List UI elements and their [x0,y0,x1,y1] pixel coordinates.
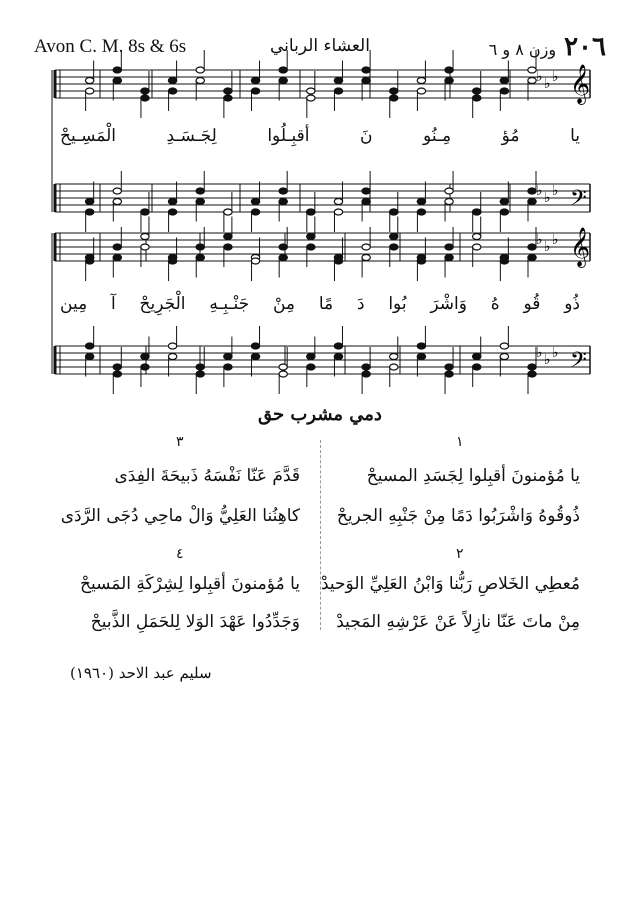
note-head [500,343,508,349]
note-head [417,209,425,215]
note-head [279,188,287,194]
note-head [362,188,370,194]
verse-2-line-1: مُعطِي الخَلاصِ رَبُّنا وَابْنُ العَلِيِّ الوَحيدْ [320,574,580,594]
note-head [473,364,481,370]
note-head [417,78,425,84]
note-head [113,255,121,261]
note-head [334,88,342,94]
note-head [417,199,425,205]
verse-number-3: ٣ [176,434,184,450]
note-head [85,354,93,360]
note-head [224,354,232,360]
flat-sign-icon: ♭ [544,76,551,92]
note-head [362,199,370,205]
note-head [141,364,149,370]
note-head [528,67,536,73]
note-head [445,255,453,261]
note-head [362,255,370,261]
note-head [85,258,93,264]
treble-clef-icon: 𝄞 [570,227,591,268]
note-head [279,255,287,261]
note-head [500,78,508,84]
note-head [224,364,232,370]
note-head [390,209,398,215]
note-head [500,354,508,360]
note-head [251,258,259,264]
note-head [500,199,508,205]
note-head [168,343,176,349]
note-head [141,354,149,360]
note-head [196,364,204,370]
note-head [528,364,536,370]
note-head [528,244,536,250]
note-head [307,95,315,101]
bass-clef-icon: 𝄢 [570,186,587,217]
note-head [224,209,232,215]
note-head [390,354,398,360]
verse-1-line-1: يا مُؤمنونَ أقبِلوا لِجَسَدِ المسيحْ [366,466,580,486]
note-head [528,78,536,84]
note-head [307,244,315,250]
note-head [141,209,149,215]
note-head [307,88,315,94]
note-head [334,78,342,84]
note-head [168,258,176,264]
tune-name: Avon C. M. 8s & 6s [34,36,187,57]
section-title: العشاء الرباني [270,36,370,56]
note-head [196,78,204,84]
flat-sign-icon: ♭ [552,345,559,361]
note-head [141,244,149,250]
note-head [445,364,453,370]
note-head [196,199,204,205]
note-head [279,78,287,84]
note-head [390,244,398,250]
note-head [113,67,121,73]
note-head [85,199,93,205]
note-head [113,371,121,377]
note-head [168,354,176,360]
note-head [417,354,425,360]
note-head [224,88,232,94]
note-head [251,354,259,360]
note-head [362,364,370,370]
note-head [168,209,176,215]
note-head [528,255,536,261]
note-head [196,371,204,377]
flat-sign-icon: ♭ [552,232,559,248]
note-head [113,188,121,194]
note-head [445,199,453,205]
note-head [528,188,536,194]
note-head [528,199,536,205]
note-head [417,88,425,94]
note-head [113,244,121,250]
note-head [85,209,93,215]
column-divider [320,440,321,630]
note-head [473,354,481,360]
note-head [334,258,342,264]
note-head [307,364,315,370]
note-head [445,371,453,377]
note-head [251,199,259,205]
flat-sign-icon: ♭ [536,183,543,199]
flat-sign-icon: ♭ [536,69,543,85]
verse-4-line-1: يا مُؤمنونَ أقبِلوا لِشِرْكَةِ المَسيحْ [80,574,300,594]
note-head [279,244,287,250]
note-head [445,67,453,73]
verse-1-line-2: ذُوقُوهُ وَاشْرَبُوا دَمًا مِنْ جَنْبِهِ الجريحْ [336,506,580,526]
author-credit: سليم عبد الاحد (١٩٦٠) [70,664,212,682]
page-number: ٢٠٦ [564,32,606,62]
note-head [85,343,93,349]
note-head [168,199,176,205]
note-head [473,95,481,101]
hymn-score [0,0,640,400]
note-head [390,364,398,370]
note-head [251,78,259,84]
note-head [334,199,342,205]
note-head [390,88,398,94]
note-head [279,364,287,370]
note-head [168,88,176,94]
note-head [224,244,232,250]
note-head [251,88,259,94]
note-head [307,234,315,240]
note-head [224,234,232,240]
verse-number-4: ٤ [176,546,184,562]
note-head [168,78,176,84]
note-head [141,234,149,240]
flat-sign-icon: ♭ [536,232,543,248]
note-head [362,371,370,377]
note-head [334,343,342,349]
note-head [279,67,287,73]
note-head [113,199,121,205]
note-head [85,78,93,84]
verse-number-2: ٢ [456,546,464,562]
note-head [417,258,425,264]
flat-sign-icon: ♭ [544,352,551,368]
note-head [473,88,481,94]
note-head [279,371,287,377]
flat-sign-icon: ♭ [552,69,559,85]
verse-number-1: ١ [456,434,464,450]
note-head [500,209,508,215]
note-head [473,244,481,250]
lyrics-line-2: ذُو قُو هُ وَاشْرَ بُوا دَ مًا مِنْ جَنْـبِـهِ الْجَرِيحْ آ مِين [60,294,580,314]
note-head [500,88,508,94]
note-head [224,95,232,101]
verse-4-line-2: وَجَدِّدُوا عَهْدَ الوَلا لِلحَمَلِ الذَّبيحْ [90,612,300,632]
note-head [307,354,315,360]
note-head [196,188,204,194]
meter-label: وزن ٨ و ٦ [488,40,557,59]
note-head [307,209,315,215]
verse-3-line-1: قَدَّمَ عَنّا نَفْسَهُ ذَبيحَةَ الفِدَى [114,466,300,486]
note-head [473,209,481,215]
note-head [528,371,536,377]
note-head [362,244,370,250]
lyrics-line-1: يا مُؤ مِـنُو نَ أقبِـلُوا لِجَـسَـدِ الْمَسِـيحْ [60,126,580,146]
note-head [334,209,342,215]
note-head [445,188,453,194]
flat-sign-icon: ♭ [544,239,551,255]
note-head [141,95,149,101]
flat-sign-icon: ♭ [536,345,543,361]
note-head [417,343,425,349]
note-head [196,67,204,73]
note-head [141,88,149,94]
hymn-title: دمي مشرب حق [258,404,382,425]
note-head [500,258,508,264]
note-head [113,364,121,370]
flat-sign-icon: ♭ [544,190,551,206]
note-head [445,244,453,250]
bass-clef-icon: 𝄢 [570,348,587,379]
note-head [196,244,204,250]
verse-3-line-2: كاهِنُنا العَلِيُّ وَالْ ماحِي دُجَى الرَّدَى [60,506,300,526]
note-head [279,199,287,205]
note-head [473,234,481,240]
flat-sign-icon: ♭ [552,183,559,199]
note-head [196,255,204,261]
note-head [251,209,259,215]
note-head [362,78,370,84]
note-head [85,88,93,94]
note-head [362,67,370,73]
note-head [390,234,398,240]
verse-2-line-2: مِنْ ماتَ عَنّا نازِلاً عَنْ عَرْشِهِ المَجيدْ [336,612,580,632]
note-head [251,343,259,349]
note-head [334,354,342,360]
treble-clef-icon: 𝄞 [570,64,591,105]
note-head [390,95,398,101]
note-head [113,78,121,84]
note-head [445,78,453,84]
